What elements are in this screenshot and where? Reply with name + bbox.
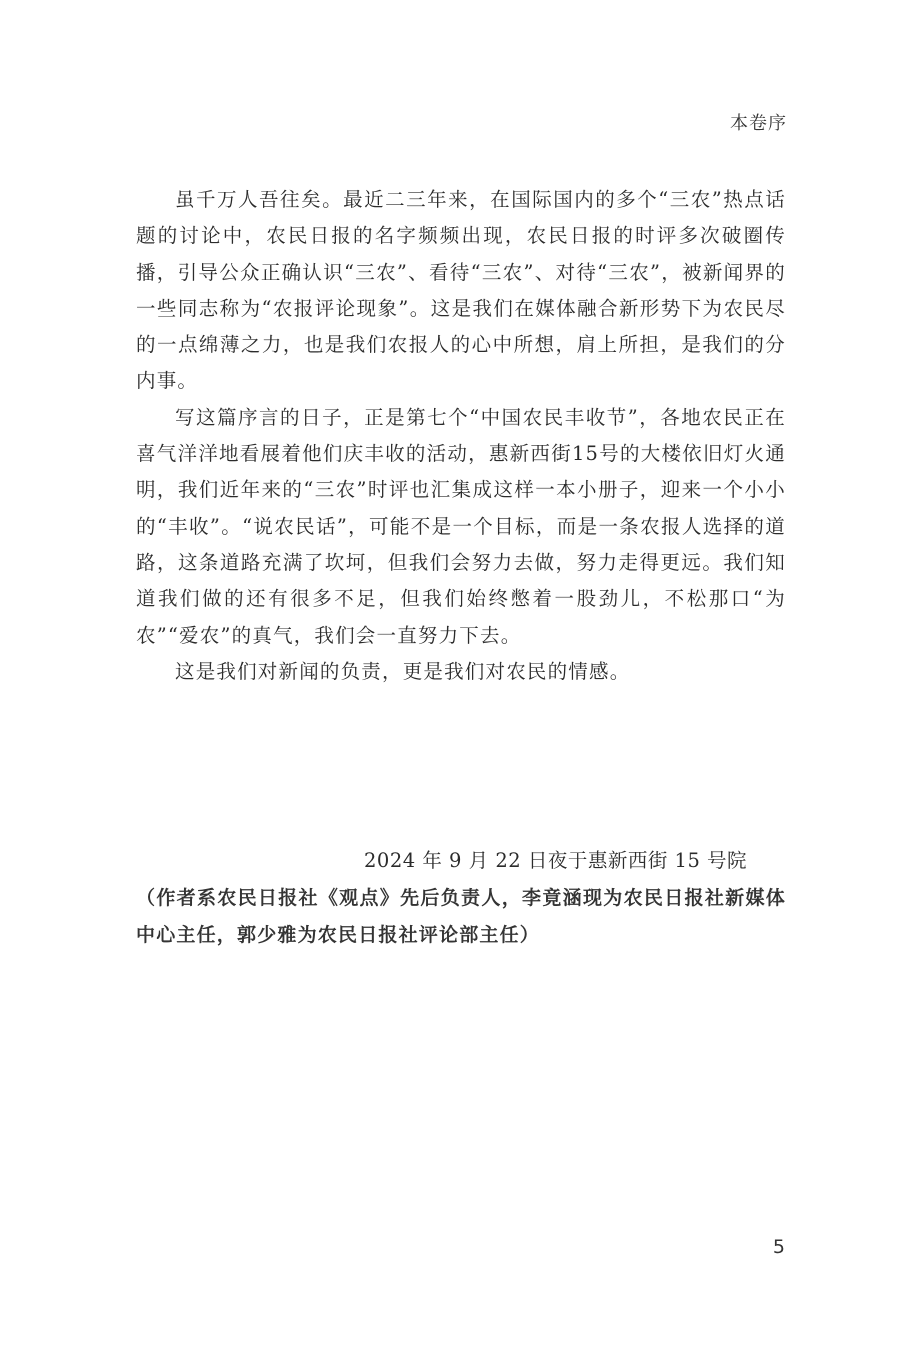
preface-body	[136, 182, 786, 690]
page-number: 5	[772, 1236, 785, 1258]
signoff-date-place: 2024 年 9 月 22 日夜于惠新西街 15 号院	[364, 849, 748, 872]
paragraph-2: 写这篇序言的日子，正是第七个“中国农民丰收节”，各地农民正在喜气洋洋地看展着他们庆丰收的活动，惠新西街15号的大楼依旧灯火通明，我们近年来的“三农”时评也汇集成这样一本小册子，迎来一个小小的“丰收”。“说农民话”，可能不是一个目标，而是一条农报人选择的道路，这条道路充满了坎坷，但我们会努力去做，努力走得更远。我们知道我们做的还有很多不足，但我们始终憋着一股劲儿，不松那口“为农”“爱农”的真气，我们会一直努力下去。	[136, 405, 786, 647]
running-head: 本卷序	[730, 113, 787, 134]
author-note: （作者系农民日报社《观点》先后负责人，李竟涵现为农民日报社新媒体中心主任，郭少雅为农民日报社评论部主任）	[136, 887, 786, 946]
paragraph-1: 虽千万人吾往矣。最近二三年来，在国际国内的多个“三农”热点话题的讨论中，农民日报的名字频频出现，农民日报的时评多次破圈传播，引导公众正确认识“三农”、看待“三农”、对待“三农”，被新闻界的一些同志称为“农报评论现象”。这是我们在媒体融合新形势下为农民尽的一点绵薄之力，也是我们农报人的心中所想，肩上所担，是我们的分内事。	[136, 188, 786, 393]
paragraph-3: 这是我们对新闻的负责，更是我们对农民的情感。	[175, 659, 631, 683]
